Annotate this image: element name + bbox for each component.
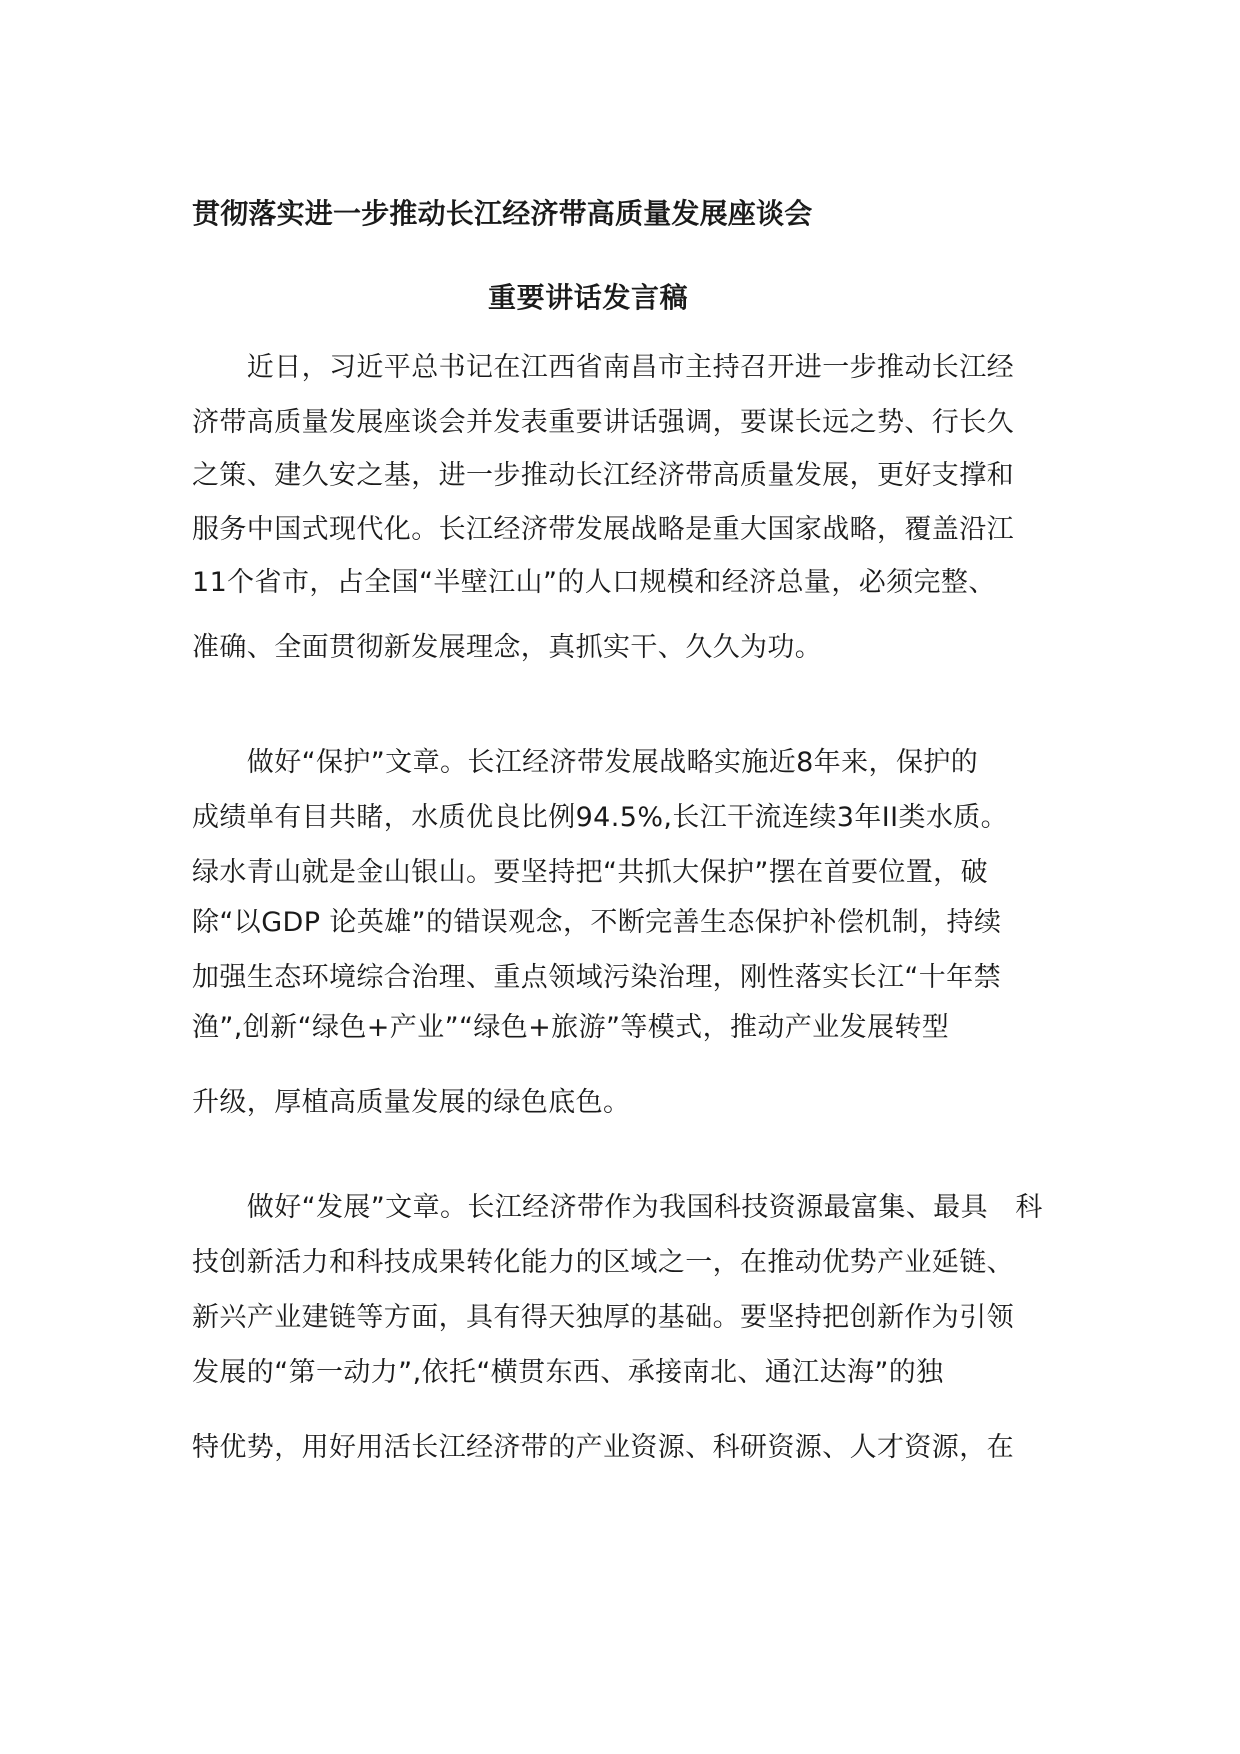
paragraph-line: 加强生态环境综合治理、重点领域污染治理，刚性落实长江“十年禁 [192, 962, 1001, 993]
document-title-line-2: 重要讲话发言稿 [488, 281, 689, 314]
paragraph-line: 成绩单有目共睹，水质优良比例94.5%,长江干流连续3年II类水质。 [192, 802, 1009, 833]
paragraph-line: 服务中国式现代化。长江经济带发展战略是重大国家战略，覆盖沿江 [192, 514, 1014, 545]
paragraph-line: 特优势，用好用活长江经济带的产业资源、科研资源、人才资源，在 [192, 1432, 1014, 1463]
paragraph-line: 新兴产业建链等方面，具有得天独厚的基础。要坚持把创新作为引领 [192, 1302, 1014, 1333]
paragraph-line: 绿水青山就是金山银山。要坚持把“共抓大保护”摆在首要位置，破 [192, 857, 988, 888]
document-title-line-1: 贯彻落实进一步推动长江经济带高质量发展座谈会 [192, 197, 813, 230]
paragraph-line: 之策、建久安之基，进一步推动长江经济带高质量发展，更好支撑和 [192, 460, 1014, 491]
paragraph-line: 济带高质量发展座谈会并发表重要讲话强调，要谋长远之势、行长久 [192, 407, 1014, 438]
paragraph-line: 准确、全面贯彻新发展理念，真抓实干、久久为功。 [192, 632, 823, 663]
paragraph-line: 11个省市，占全国“半壁江山”的人口规模和经济总量，必须完整、 [192, 567, 996, 598]
paragraph-line: 近日，习近平总书记在江西省南昌市主持召开进一步推动长江经 [192, 352, 1014, 383]
paragraph-line: 发展的“第一动力”,依托“横贯东西、承接南北、通江达海”的独 [192, 1357, 944, 1388]
paragraph-line: 技创新活力和科技成果转化能力的区域之一，在推动优势产业延链、 [192, 1247, 1014, 1278]
paragraph-line: 升级，厚植高质量发展的绿色底色。 [192, 1087, 631, 1118]
paragraph-line: 除“以GDP 论英雄”的错误观念，不断完善生态保护补偿机制，持续 [192, 907, 1002, 938]
paragraph-line: 做好“发展”文章。长江经济带作为我国科技资源最富集、最具 科 [192, 1192, 1043, 1223]
paragraph-line: 做好“保护”文章。长江经济带发展战略实施近8年来，保护的 [192, 747, 979, 778]
paragraph-line: 渔”,创新“绿色+产业”“绿色+旅游”等模式，推动产业发展转型 [192, 1012, 950, 1043]
